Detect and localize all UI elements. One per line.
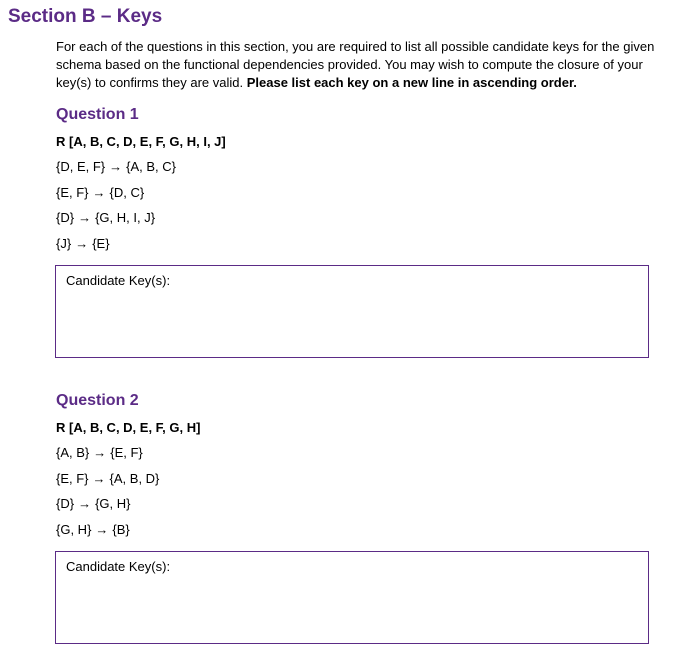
fd-lhs: {E, F}: [56, 184, 89, 200]
fd-lhs: {A, B}: [56, 445, 90, 460]
instructions-text: For each of the questions in this section, you are required to list all possible candidate keys for the given schema based on the functional dependencies provided. You may wish to compute the closure of your key(s) to confirms they are valid.: [56, 39, 655, 90]
fd-rhs: {D, C}: [109, 184, 145, 200]
fd-lhs: {D, E, F}: [56, 159, 106, 174]
fd-lhs: {E, F}: [56, 470, 89, 486]
functional-dependency: [56, 185, 652, 211]
arrow-icon: →: [92, 470, 106, 486]
fd-rhs: {A, B, D}: [109, 470, 160, 486]
relation-schema: R [A, B, C, D, E, F, G, H, I, J]: [56, 134, 226, 149]
question-1: [56, 106, 652, 261]
arrow-icon: →: [93, 445, 107, 460]
relation-schema: R [A, B, C, D, E, F, G, H]: [56, 420, 201, 435]
fd-rhs: {B}: [112, 521, 130, 537]
functional-dependency: [56, 159, 652, 185]
question-2: [56, 392, 652, 547]
instructions-emphasis: Please list each key on a new line in ascending order.: [246, 75, 577, 90]
arrow-icon: →: [78, 210, 92, 225]
candidate-keys-answer-box[interactable]: [55, 265, 649, 358]
functional-dependency: [56, 445, 652, 471]
fd-rhs: {G, H}: [95, 496, 131, 511]
functional-dependency: [56, 471, 652, 497]
question-title: Question 2: [56, 392, 139, 409]
fd-rhs: {E, F}: [110, 445, 143, 460]
fd-rhs: {G, H, I, J}: [95, 210, 156, 225]
arrow-icon: →: [78, 496, 92, 511]
answer-label: Candidate Key(s):: [66, 273, 171, 288]
fd-lhs: {D}: [56, 210, 75, 225]
functional-dependency: [56, 236, 652, 262]
fd-rhs: {E}: [92, 235, 110, 251]
functional-dependency: [56, 522, 652, 548]
arrow-icon: →: [75, 235, 89, 251]
section-title: Section B – Keys: [8, 6, 163, 27]
arrow-icon: →: [92, 184, 106, 200]
arrow-icon: →: [95, 521, 109, 537]
candidate-keys-answer-box[interactable]: [55, 551, 649, 644]
fd-lhs: {J}: [56, 235, 72, 251]
arrow-icon: →: [109, 159, 123, 174]
section-instructions: [56, 38, 656, 92]
functional-dependency: [56, 496, 652, 522]
fd-lhs: {G, H}: [56, 521, 92, 537]
answer-label: Candidate Key(s):: [66, 559, 171, 574]
functional-dependency: [56, 210, 652, 236]
fd-lhs: {D}: [56, 496, 75, 511]
fd-rhs: {A, B, C}: [126, 159, 177, 174]
question-title: Question 1: [56, 106, 139, 123]
